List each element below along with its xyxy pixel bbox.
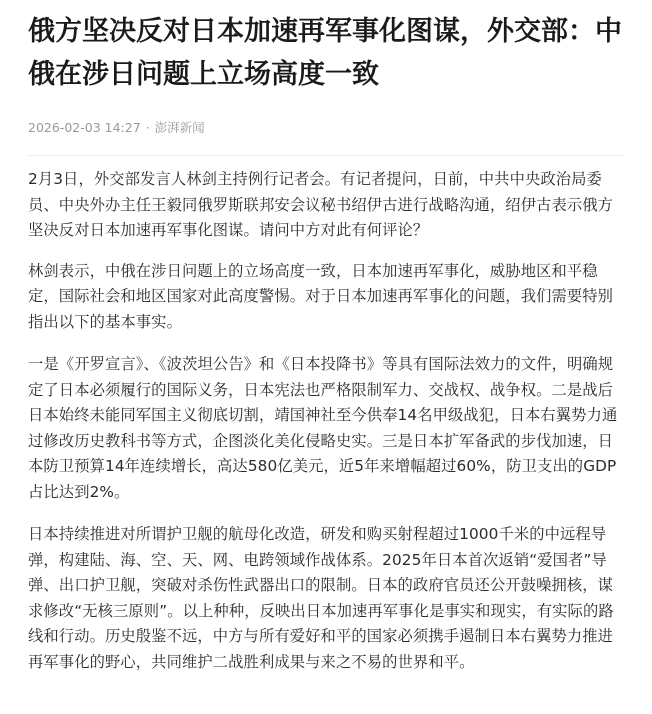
article-meta [28, 119, 624, 137]
meta-separator: · [145, 120, 150, 135]
article [28, 10, 624, 675]
paragraph: 日本持续推进对所谓护卫舰的航母化改造，研发和购买射程超过1000千米的中远程导弹，构建陆、海、空、天、网、电跨领域作战体系。2025年日本首次返销“爱国者”导弹、出口护卫舰，突破对杀伤性武器出口的限制。日本的政府官员还公开鼓噪拥核，谋求修改“无核三原则”。以上种种，反映出日本加速再军事化是事实和现实，有实际的路线和行动。历史殷鉴不远，中方与所有爱好和平的国家必须携手遏制日本右翼势力推进再军事化的野心，共同维护二战胜利成果与来之不易的世界和平。 [28, 525, 614, 671]
divider [28, 155, 624, 156]
paragraph: 2月3日，外交部发言人林剑主持例行记者会。有记者提问，日前，中共中央政治局委员、中央外办主任王毅同俄罗斯联邦安会议秘书绍伊古进行战略沟通，绍伊古表示俄方坚决反对日本加速再军事化图谋。请问中方对此有何评论？ [28, 170, 614, 239]
publish-date: 2026-02-03 14:27 [28, 120, 141, 135]
article-title: 俄方坚决反对日本加速再军事化图谋，外交部：中俄在涉日问题上立场高度一致 [28, 16, 622, 90]
paragraph: 一是《开罗宣言》、《波茨坦公告》和《日本投降书》等具有国际法效力的文件，明确规定了日本必须履行的国际义务，日本宪法也严格限制军力、交战权、战争权。二是战后日本始终未能同军国主义彻底切割，靖国神社至今供奉14名甲级战犯，日本右翼势力通过修改历史教科书等方式，企图淡化美化侵略史实。三是日本扩军备武的步伐加速，日本防卫预算14年连续增长，高达580亿美元，近5年来增幅超过60%，防卫支出的GDP占比达到2%。 [28, 355, 618, 501]
paragraph: 林剑表示，中俄在涉日问题上的立场高度一致，日本加速再军事化，威胁地区和平稳定，国际社会和地区国家对此高度警惕。对于日本加速再军事化的问题，我们需要特别指出以下的基本事实。 [28, 261, 614, 331]
source-name[interactable]: 澎湃新闻 [154, 120, 205, 135]
